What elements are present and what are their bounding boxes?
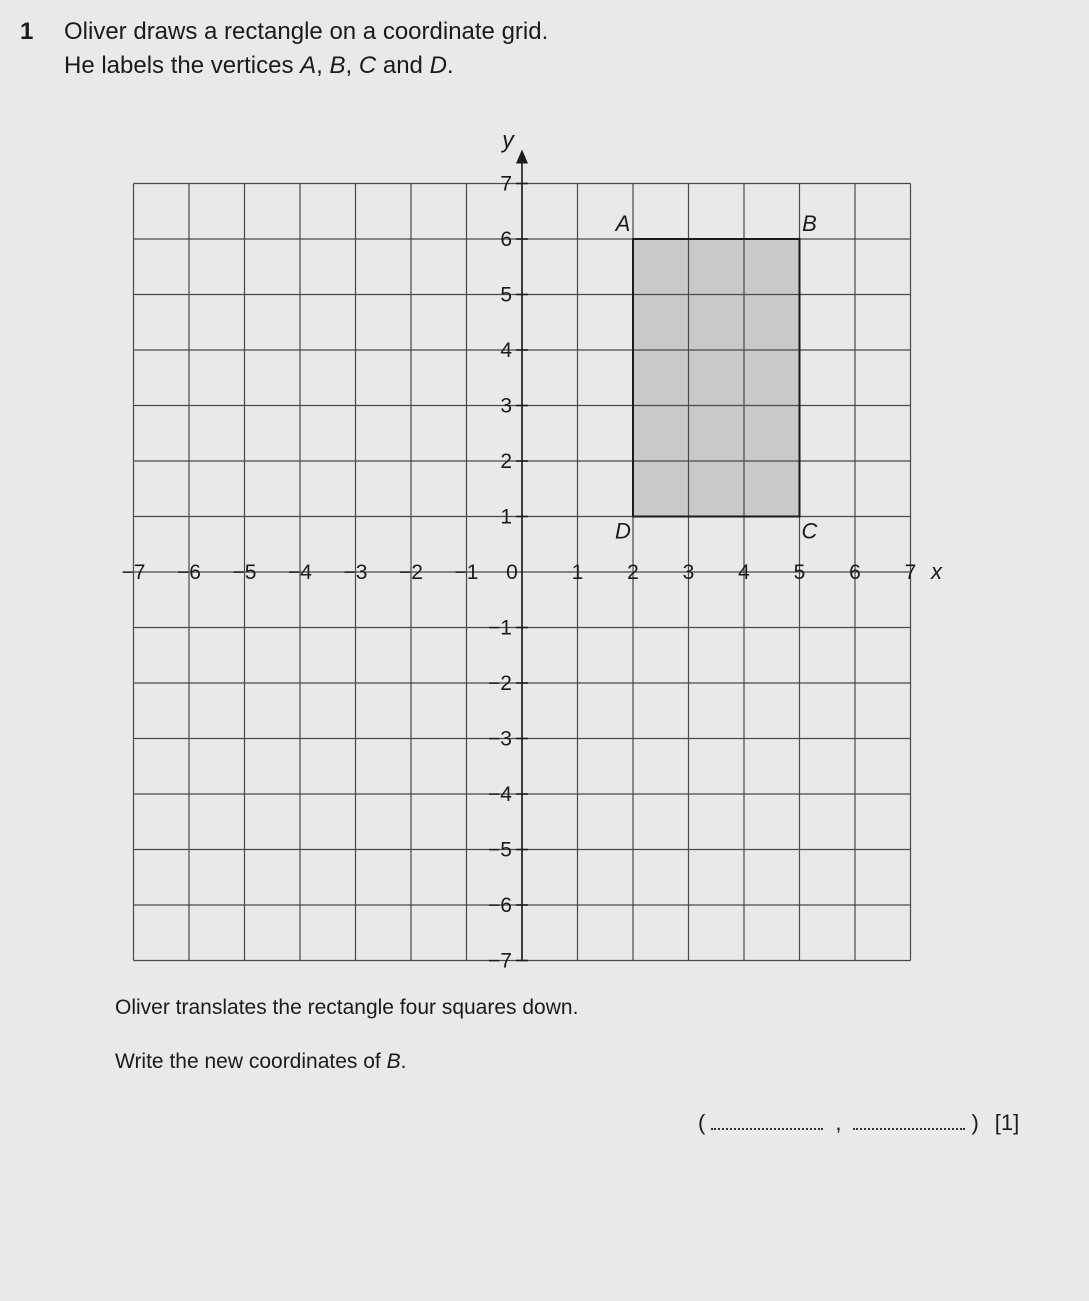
vertex-a-name: A xyxy=(300,52,317,79)
y-answer-blank[interactable] xyxy=(853,1106,965,1130)
y-tick-label: −1 xyxy=(488,616,512,640)
vertex-label-a: A xyxy=(615,211,631,236)
x-tick-label: −4 xyxy=(288,561,312,584)
line2-text: . xyxy=(446,52,454,79)
x-tick-label: 4 xyxy=(738,561,750,584)
x-tick-label: 2 xyxy=(627,561,639,584)
y-tick-label: 7 xyxy=(500,172,512,196)
vertex-label-d: D xyxy=(615,518,631,544)
x-tick-label: 6 xyxy=(849,561,861,584)
y-tick-label: 5 xyxy=(500,283,512,307)
y-tick-label: −2 xyxy=(488,672,512,695)
x-tick-label: −2 xyxy=(399,561,423,584)
x-answer-blank[interactable] xyxy=(711,1106,823,1130)
translate-prompt: Oliver translates the rectangle four squares down. xyxy=(115,996,579,1019)
write-text: . xyxy=(400,1050,407,1073)
marks-label: [1] xyxy=(994,1110,1020,1135)
comma-separator: , xyxy=(835,1110,842,1135)
y-tick-label: 3 xyxy=(500,394,512,418)
vertex-c-name: C xyxy=(358,52,377,79)
y-tick-label: 2 xyxy=(500,450,512,473)
vertex-b-name: B xyxy=(329,52,346,79)
x-tick-label: 5 xyxy=(793,561,806,584)
open-bracket: ( xyxy=(698,1110,706,1135)
vertex-label-b: B xyxy=(802,211,817,236)
question-number: 1 xyxy=(20,18,34,45)
x-axis-label: x xyxy=(931,559,942,584)
close-bracket: ) xyxy=(971,1110,979,1135)
write-prompt xyxy=(115,1050,406,1074)
x-tick-label: 0 xyxy=(506,561,518,584)
x-tick-label: 3 xyxy=(682,561,695,584)
y-tick-label: 4 xyxy=(500,339,512,362)
x-tick-label: −6 xyxy=(177,561,201,584)
y-tick-label: −4 xyxy=(488,783,512,806)
question-line-1: Oliver draws a rectangle on a coordinate grid. xyxy=(64,18,549,45)
y-tick-label: −7 xyxy=(488,949,512,973)
y-tick-label: −3 xyxy=(488,727,512,751)
x-tick-label: 1 xyxy=(571,561,584,584)
vertex-label-c: C xyxy=(801,518,818,544)
rectangle-shading xyxy=(633,239,800,517)
y-tick-label: −5 xyxy=(488,838,512,862)
y-tick-label: 1 xyxy=(500,505,512,529)
x-tick-label: −3 xyxy=(343,561,368,584)
answer-row xyxy=(698,1106,1019,1136)
vertex-d-name: D xyxy=(429,52,447,79)
y-tick-label: 6 xyxy=(500,228,512,251)
write-text: Write the new coordinates of xyxy=(115,1050,387,1073)
line2-text: and xyxy=(376,52,430,79)
x-tick-label: 7 xyxy=(904,561,917,584)
line2-text: , xyxy=(316,52,330,79)
y-tick-label: −6 xyxy=(488,894,512,917)
line2-text: , xyxy=(345,52,359,79)
y-axis-label: y xyxy=(502,126,514,153)
x-tick-label: −1 xyxy=(454,561,479,584)
line2-text: He labels the vertices xyxy=(64,52,301,79)
vertex-b-name: B xyxy=(386,1050,401,1073)
x-tick-label: −7 xyxy=(121,561,146,584)
y-axis-arrow xyxy=(516,150,528,164)
x-tick-label: −5 xyxy=(232,561,257,584)
